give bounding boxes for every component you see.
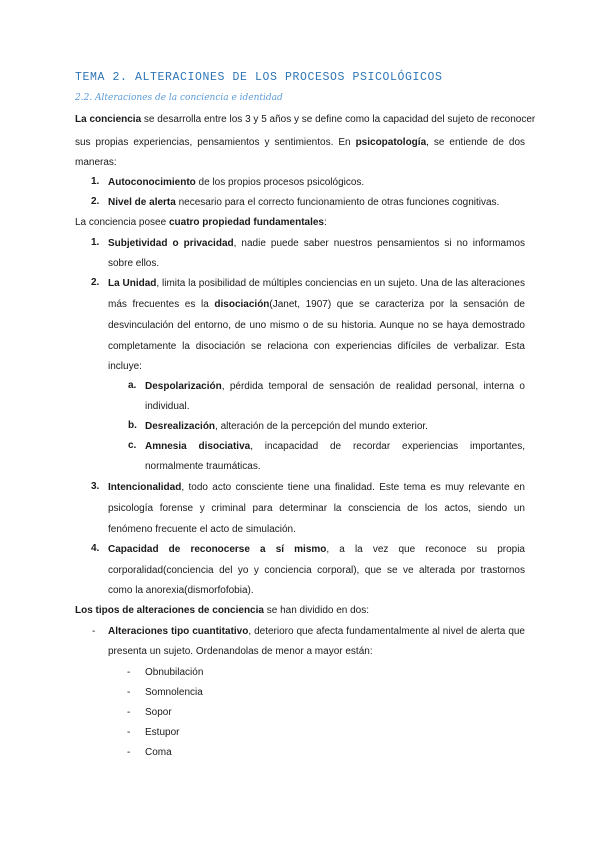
list-number: 1. [91, 176, 100, 187]
properties-intro: La conciencia posee cuatro propiedad fundamentales: [75, 217, 327, 228]
sublist-item: Desrealización, alteración de la percepción del mundo exterior. [145, 421, 428, 432]
intro-line-1: La conciencia se desarrolla entre los 3 y 5 años y se define como la capacidad del sujeto de reconocer [75, 114, 536, 125]
level-item: Sopor [145, 707, 172, 718]
intro-line-3: maneras: [75, 157, 117, 168]
list-item-continuation: corporalidad(conciencia del yo y conciencia corporal), que se ve alterada por trastornos [108, 565, 525, 576]
bullet-dash: - [92, 626, 96, 637]
section-subheading: 2.2. Alteraciones de la conciencia e identidad [75, 93, 283, 103]
list-item-continuation: completamente la disociación se relaciona con experiencias difíciles de verbalizar. Esta [108, 341, 525, 352]
list-number: 2. [91, 277, 100, 288]
level-item: Obnubilación [145, 667, 204, 678]
intro-line-2: sus propias experiencias, pensamientos y sentimientos. En psicopatología, se entiende de dos [75, 137, 526, 148]
list-item: Subjetividad o privacidad, nadie puede saber nuestros pensamientos si no informamos [108, 238, 526, 249]
list-item-continuation: desvinculación del entorno, de uno mismo o de su historia. Aunque no se haya demostrado [108, 320, 525, 331]
level-item: Somnolencia [145, 687, 203, 698]
sublist-item: Amnesia disociativa, incapacidad de recordar experiencias importantes, [145, 441, 525, 452]
list-item-continuation: incluye: [108, 361, 142, 372]
list-item-continuation: psicología forense y criminal para determinar la consciencia de los actos, siendo un [108, 503, 525, 514]
level-item: Estupor [145, 727, 180, 738]
bullet-item: Alteraciones tipo cuantitativo, deterioro que afecta fundamentalmente al nivel de alerta que [108, 626, 525, 637]
types-intro: Los tipos de alteraciones de conciencia se han dividido en dos: [75, 605, 370, 616]
sublist-letter: c. [128, 440, 137, 451]
level-dash: - [127, 747, 131, 758]
level-dash: - [127, 687, 131, 698]
list-item-continuation: sobre ellos. [108, 258, 160, 269]
sublist-letter: b. [128, 420, 137, 431]
level-dash: - [127, 727, 131, 738]
level-dash: - [127, 707, 131, 718]
list-number: 2. [91, 196, 100, 207]
list-item: Capacidad de reconocerse a sí mismo, a la vez que reconoce su propia [108, 544, 525, 555]
list-item-continuation: fenómeno frecuente el acto de simulación. [108, 524, 296, 535]
bullet-item-continuation: presenta un sujeto. Ordenandolas de menor a mayor están: [108, 646, 373, 657]
sublist-item-continuation: individual. [145, 401, 190, 412]
sublist-letter: a. [128, 380, 137, 391]
list-item-continuation: más frecuentes es la disociación(Janet, 1907) que se caracteriza por la sensación de [108, 299, 525, 310]
list-number: 1. [91, 237, 100, 248]
level-dash: - [127, 667, 131, 678]
list-number: 4. [91, 543, 100, 554]
list-number: 3. [91, 481, 100, 492]
list-item: Nivel de alerta necesario para el correcto funcionamiento de otras funciones cognitivas. [108, 197, 500, 208]
page-heading: TEMA 2. ALTERACIONES DE LOS PROCESOS PSICOLÓGICOS [75, 71, 443, 84]
sublist-item: Despolarización, pérdida temporal de sensación de realidad personal, interna o [145, 381, 525, 392]
list-item-continuation: como la anorexia(dismorfofobia). [108, 585, 254, 596]
list-item: Intencionalidad, todo acto consciente tiene una finalidad. Este tema es muy relevante en [108, 482, 525, 493]
list-item: La Unidad, limita la posibilidad de múltiples conciencias en un sujeto. Una de las alteraciones [108, 278, 525, 289]
level-item: Coma [145, 747, 172, 758]
list-item: Autoconocimiento de los propios procesos psicológicos. [108, 177, 365, 188]
sublist-item-continuation: normalmente traumáticas. [145, 461, 261, 472]
